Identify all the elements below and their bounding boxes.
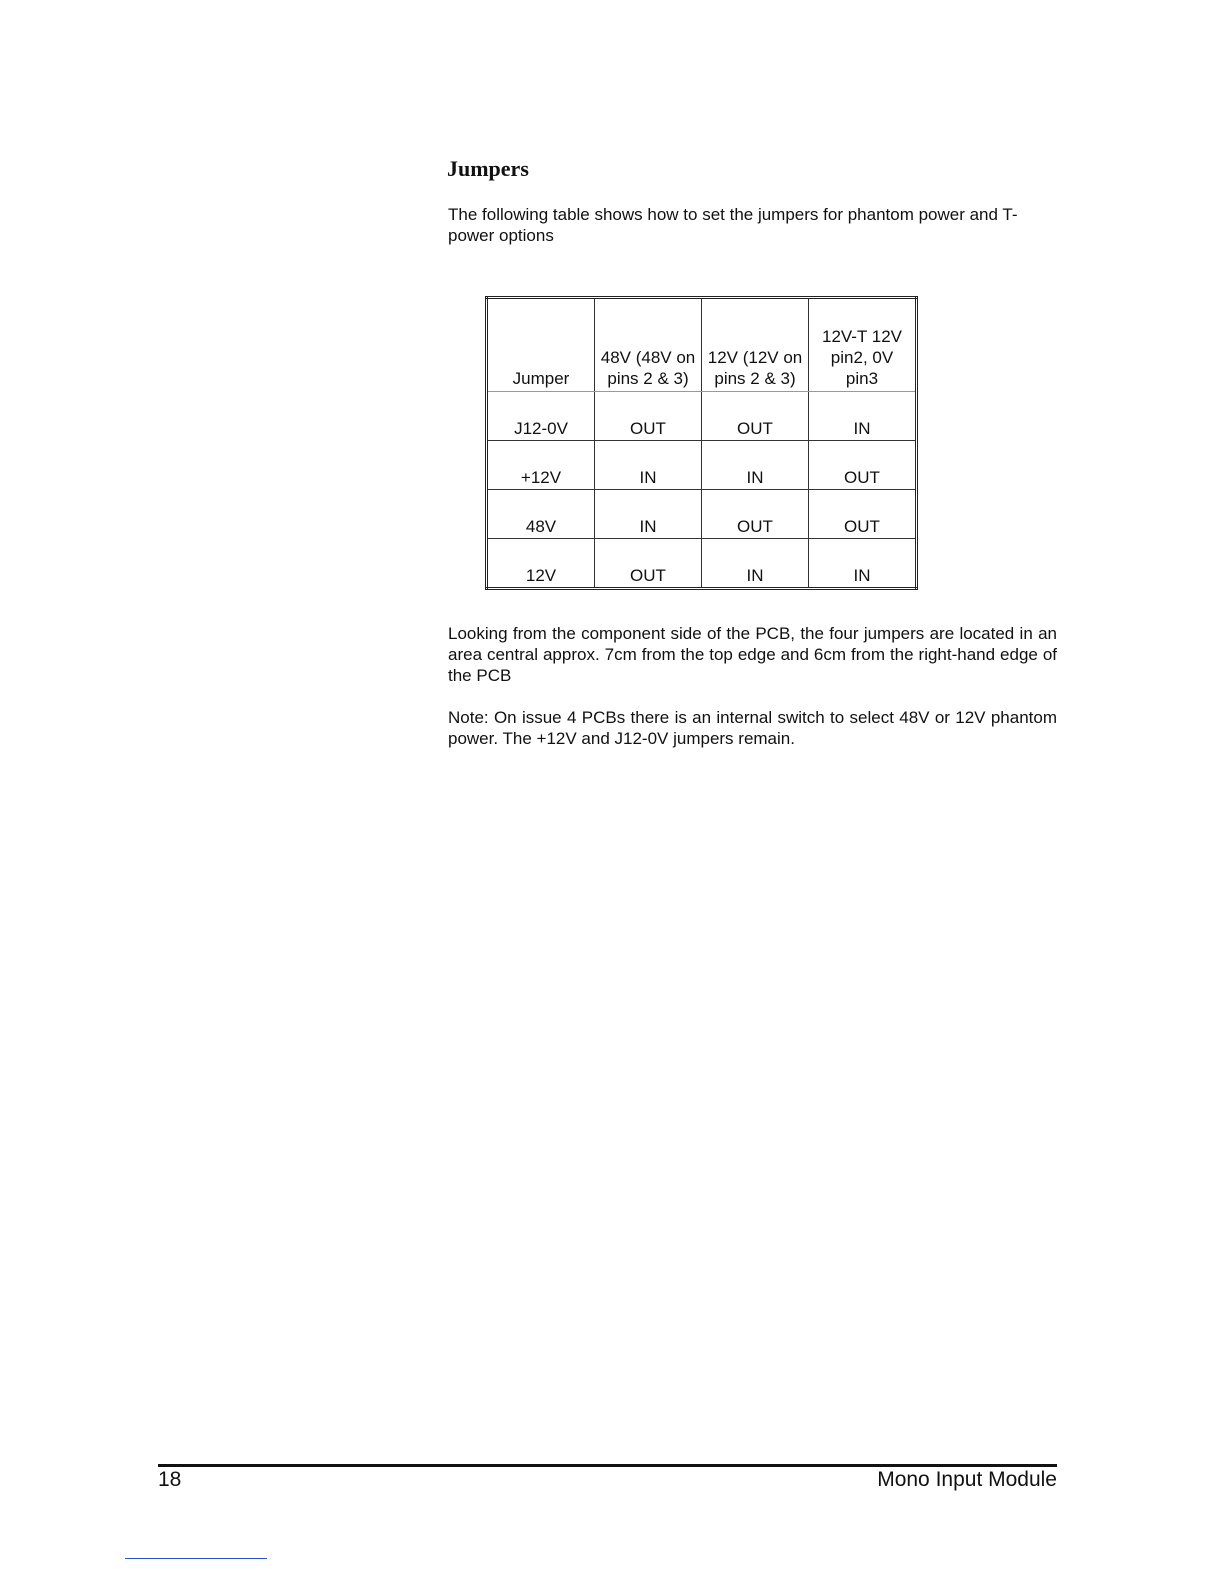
- header-cell: 12V-T 12V pin2, 0V pin3: [809, 298, 917, 392]
- table-cell: 12V: [487, 539, 595, 589]
- table-cell: OUT: [809, 490, 917, 539]
- footer-divider: [158, 1464, 1057, 1467]
- table-cell: OUT: [702, 392, 809, 441]
- table-cell: IN: [809, 392, 917, 441]
- page-number: 18: [158, 1468, 182, 1491]
- header-cell: Jumper: [487, 298, 595, 392]
- table-cell: 48V: [487, 490, 595, 539]
- footer-document-title: Mono Input Module: [877, 1468, 1057, 1491]
- table-cell: OUT: [809, 441, 917, 490]
- table-cell: OUT: [702, 490, 809, 539]
- header-cell: 12V (12V on pins 2 & 3): [702, 298, 809, 392]
- table-cell: J12-0V: [487, 392, 595, 441]
- table-cell: OUT: [595, 392, 702, 441]
- table-row: [487, 490, 917, 539]
- header-cell: 48V (48V on pins 2 & 3): [595, 298, 702, 392]
- table-cell: +12V: [487, 441, 595, 490]
- table-row: [487, 392, 917, 441]
- section-heading: Jumpers: [447, 156, 529, 181]
- table-cell: IN: [702, 441, 809, 490]
- table-row: [487, 441, 917, 490]
- table-cell: OUT: [595, 539, 702, 589]
- table-cell: IN: [595, 490, 702, 539]
- table-header-row: [487, 298, 917, 392]
- note-paragraph: Note: On issue 4 PCBs there is an internal switch to select 48V or 12V phantom power. The +12V and J12-0V jumpers remain.: [448, 708, 1057, 748]
- jumper-settings-table: [485, 296, 918, 590]
- table-row: [487, 539, 917, 589]
- table-cell: IN: [595, 441, 702, 490]
- table-cell: IN: [702, 539, 809, 589]
- footnote-separator: [125, 1558, 267, 1559]
- intro-paragraph: The following table shows how to set the jumpers for phantom power and T-power options: [448, 205, 1018, 245]
- location-paragraph: Looking from the component side of the PCB, the four jumpers are located in an area central approx. 7cm from the top edge and 6cm from the right-hand edge of the PCB: [448, 624, 1057, 685]
- table-cell: IN: [809, 539, 917, 589]
